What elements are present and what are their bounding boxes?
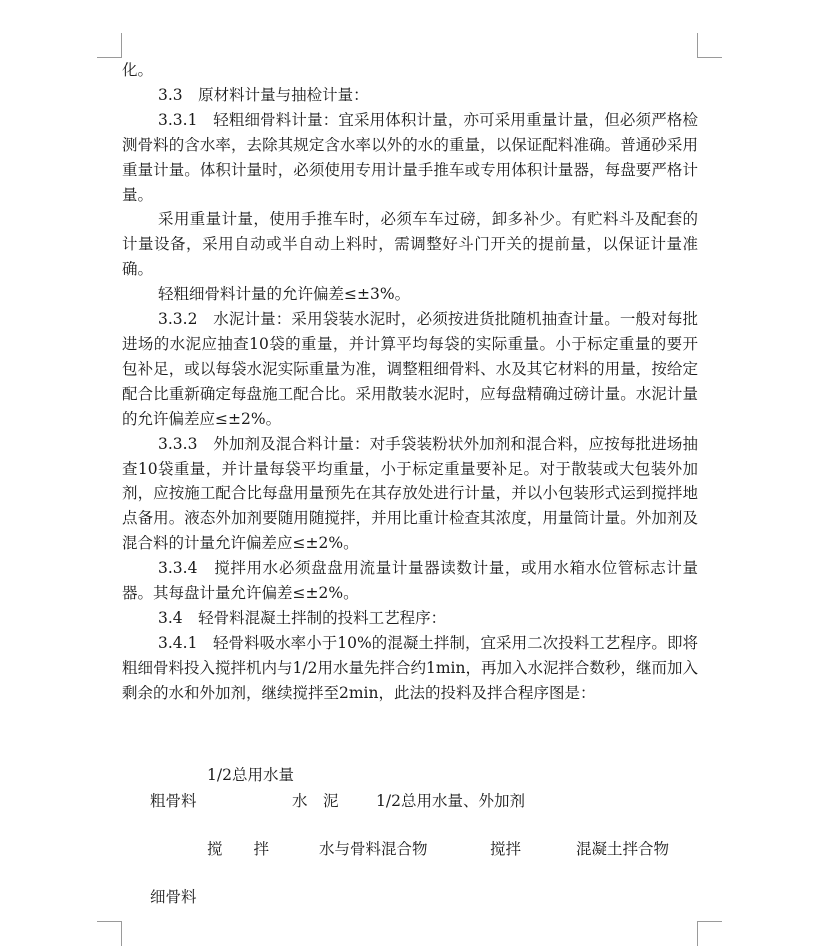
- heading-3-3: 3.3 原材料计量与抽检计量：: [158, 85, 369, 104]
- flow-concrete-mix: 混凝土拌合物: [576, 840, 670, 858]
- paragraph-3-3-4: 3.3.4 搅拌用水必须盘盘用流量计量器读数计量，或用水箱水位管标志计量器。其每盘计量允许偏差≤±2%。: [122, 559, 698, 603]
- flow-stir-1: 搅 拌: [207, 840, 270, 858]
- paragraph-continuation: 化。: [122, 61, 154, 79]
- paragraph-3-3-3: 3.3.3 外加剂及混合料计量：对手袋装粉状外加剂和混合料，应按每批进场抽查10袋重量，并计量每袋平均重量，小于标定重量要补足。对于散装或大包装外加剂，应按施工配合比每盘用量预先在其存放处进行计量，并以小包装形式运到搅拌地点备用。液态外加剂要随用随搅拌，并用比重计检查其浓度，用量筒计量。外加剂及混合料的计量允许偏差应≤±2%。: [122, 434, 698, 553]
- paragraph-aggregate-tolerance: 轻粗细骨料计量的允许偏差≤±3%。: [158, 285, 411, 304]
- flow-cement: 水 泥: [292, 792, 339, 810]
- flow-fine-aggregate: 细骨料: [150, 888, 197, 906]
- flow-coarse-aggregate: 粗骨料: [150, 792, 197, 810]
- heading-3-4: 3.4 轻骨料混凝土拌制的投料工艺程序：: [158, 608, 447, 627]
- paragraph-weight-metering: 采用重量计量，使用手推车时，必须车车过磅，卸多补少。有贮料斗及配套的计量设备，采用自动或半自动上料时，需调整好斗门开关的提前量，以保证计量准确。: [122, 210, 698, 279]
- paragraph-3-3-2: 3.3.2 水泥计量：采用袋装水泥时，必须按进货批随机抽查计量。一般对每批进场的水泥应抽查10袋的重量，并计算平均每袋的实际重量。小于标定重量的要开包补足，或以每袋水泥实际重量为准，调整粗细骨料、水及其它材料的用量，按给定配合比重新确定每盘施工配合比。采用散装水泥时，应每盘精确过磅计量。水泥计量的允许偏差应≤±2%。: [122, 310, 698, 428]
- crop-mark-top-left: [97, 33, 122, 58]
- flow-half-water-admixture: 1/2总用水量、外加剂: [376, 792, 525, 810]
- flow-stir-2: 搅拌: [490, 840, 522, 858]
- body-text: [122, 58, 698, 706]
- paragraph-3-3-1: 3.3.1 轻粗细骨料计量：宜采用体积计量，亦可采用重量计量，但必须严格检测骨料的含水率，去除其规定含水率以外的水的重量，以保证配料准确。普通砂采用重量计量。体积计量时，必须使用专用计量手推车或专用体积计量器，每盘要严格计量。: [122, 110, 698, 204]
- paragraph-3-4-1: 3.4.1 轻骨料吸水率小于10%的混凝土拌制，宜采用二次投料工艺程序。即将粗细骨料投入搅拌机内与1/2用水量先拌合约1min，再加入水泥拌合数秒，继而加入剩余的水和外加剂，继续搅拌至2min，此法的投料及拌合程序图是：: [122, 633, 698, 702]
- flow-half-water: 1/2总用水量: [207, 766, 294, 784]
- crop-mark-bottom-right: [697, 921, 722, 946]
- crop-mark-top-right: [697, 33, 722, 58]
- crop-mark-bottom-left: [97, 921, 122, 946]
- flow-water-aggregate-mix: 水与骨料混合物: [319, 840, 428, 858]
